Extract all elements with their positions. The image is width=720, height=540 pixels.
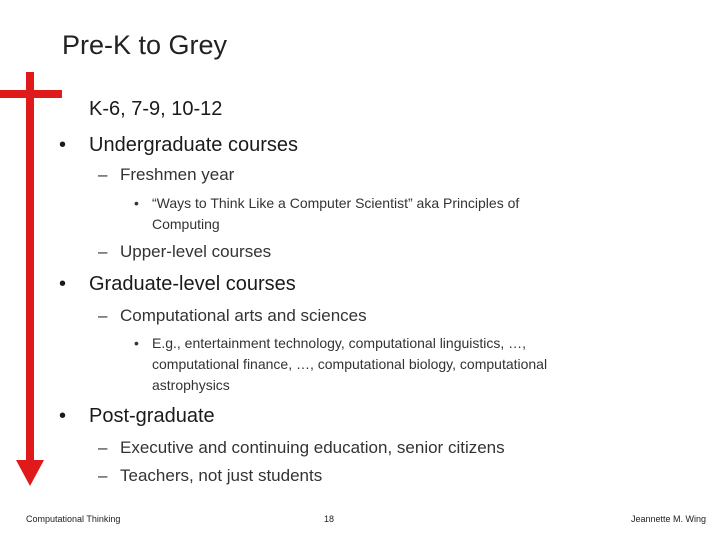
dash-marker: – [98,306,108,325]
bullet-item-graduate: Graduate-level courses [89,273,296,295]
sub-item-executive: Executive and continuing education, senior citizens [120,438,505,457]
sub-sub-item-ways-to-think: “Ways to Think Like a Computer Scientist” aka Principles of [152,195,520,211]
bullet-marker: • [59,273,67,295]
arrow-head [16,460,44,486]
bullet-item-k12: K-6, 7-9, 10-12 [89,98,223,120]
sub-sub-item-ways-to-think-cont: Computing [152,216,220,232]
sub-item-teachers: Teachers, not just students [120,466,323,485]
sub-item-freshmen: Freshmen year [120,165,235,184]
arrow-shaft [26,72,34,462]
bullet-marker: • [134,195,139,211]
sub-item-upper-level: Upper-level courses [120,242,272,261]
arrow-crossbar [0,90,62,98]
bullet-marker: • [59,405,67,427]
bullet-marker: • [134,335,139,351]
bullet-item-post-graduate: Post-graduate [89,405,215,427]
footer-right: Jeannette M. Wing [630,514,706,524]
dash-marker: – [98,165,108,184]
sub-sub-item-examples-cont2: astrophysics [152,377,230,393]
footer-page-number: 18 [324,514,335,524]
sub-sub-item-examples: E.g., entertainment technology, computational linguistics, …, [152,335,527,351]
sub-item-computational-arts: Computational arts and sciences [120,306,367,325]
dash-marker: – [98,438,108,457]
bullet-item-undergraduate: Undergraduate courses [89,134,299,156]
sub-sub-item-examples-cont: computational finance, …, computational biology, computational [152,356,548,372]
dash-marker: – [98,466,108,485]
dash-marker: – [98,242,108,261]
bullet-marker: • [59,134,67,156]
slide-title: Pre-K to Grey [62,30,228,60]
footer-left: Computational Thinking [26,514,121,524]
